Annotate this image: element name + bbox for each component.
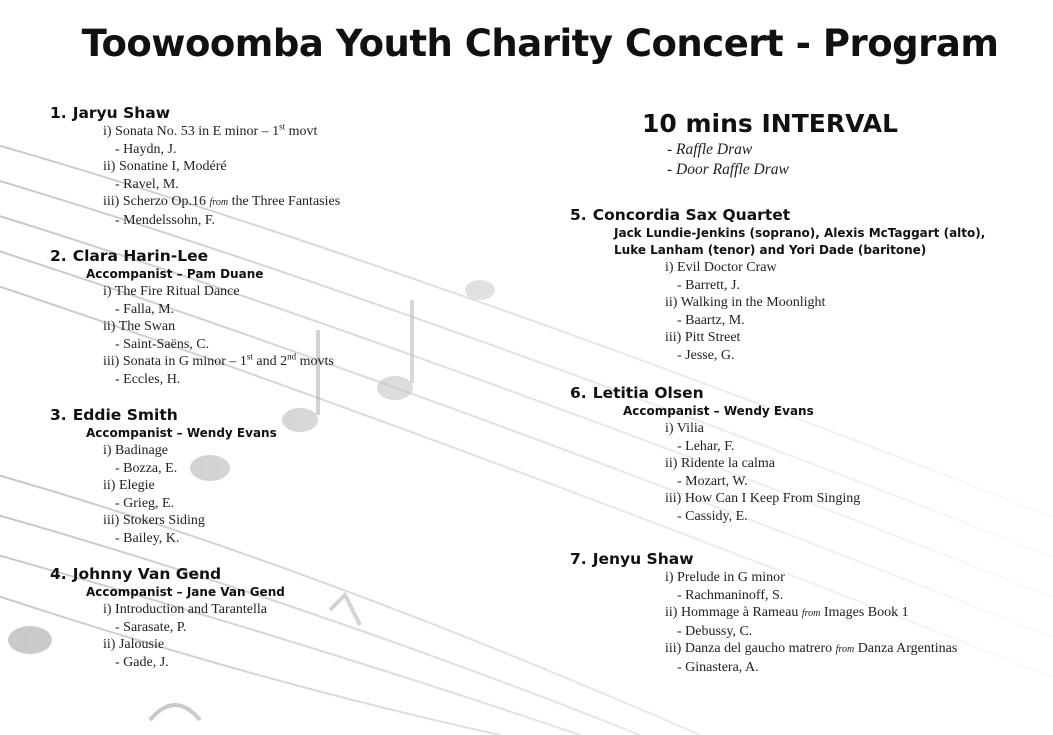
piece-title: [103, 442, 470, 460]
from-word: from: [801, 608, 821, 619]
interval-section: [570, 108, 1040, 180]
performer-name: [570, 549, 1040, 569]
performer-name-text: Eddie Smith: [72, 406, 178, 424]
piece-title-text: ii) Hommage à Rameau: [665, 605, 802, 620]
performer-block: [50, 103, 470, 229]
piece-title: [665, 569, 1040, 587]
composer-name: - Jesse, G.: [677, 347, 735, 363]
performer-name-text: Jenyu Shaw: [592, 550, 694, 568]
piece-title-text: and 2: [252, 354, 288, 369]
piece-title-text: i) Introduction and Tarantella: [103, 602, 267, 617]
piece-title: [103, 512, 470, 530]
piece-title-text: i) Sonata No. 53 in E minor – 1: [103, 124, 280, 139]
composer-name: - Lehar, F.: [677, 438, 735, 454]
performer-number: 3.: [50, 406, 67, 424]
piece-title: [103, 353, 470, 371]
piece-title-text: iii) How Can I Keep From Singing: [665, 491, 861, 506]
ordinal-suffix: nd: [287, 351, 297, 362]
performer-name: [570, 383, 1040, 403]
performer-block: [570, 383, 1040, 525]
composer-name: - Baartz, M.: [677, 312, 745, 328]
performer-name-text: Letitia Olsen: [592, 384, 704, 402]
composer-name: - Falla, M.: [115, 301, 175, 317]
piece-title-text: movt: [285, 124, 318, 139]
piece-title-text: ii) Walking in the Moonlight: [665, 295, 826, 310]
piece-title: [665, 490, 1040, 508]
piece-title: [103, 123, 470, 141]
piece-title-text: ii) Elegie: [103, 478, 155, 493]
composer-name: - Barrett, J.: [677, 277, 740, 293]
ensemble-members: Luke Lanham (tenor) and Yori Dade (baritone): [614, 243, 927, 257]
performer-block: [570, 549, 1040, 676]
piece-title-text: i) Prelude in G minor: [665, 570, 785, 585]
interval-title: 10 mins INTERVAL: [642, 109, 899, 138]
composer-name: - Grieg, E.: [115, 495, 175, 511]
piece-title: [103, 318, 470, 336]
performer-name: [50, 103, 470, 123]
page-title: Toowoomba Youth Charity Concert - Program: [81, 22, 999, 65]
piece-title-text: iii) Scherzo Op.16: [103, 194, 210, 209]
piece-title-text: Images Book 1: [820, 605, 909, 620]
performer-number: 6.: [570, 384, 587, 402]
composer-name: - Eccles, H.: [115, 371, 181, 387]
piece-title-text: i) Vilia: [665, 421, 704, 436]
piece-title-text: i) The Fire Ritual Dance: [103, 284, 240, 299]
piece-title-text: ii) Jalousie: [103, 637, 165, 652]
raffle-item: - Raffle Draw: [667, 141, 753, 158]
performer-block: [50, 246, 470, 388]
piece-title: [103, 636, 470, 654]
accompanist: Accompanist – Wendy Evans: [623, 404, 814, 418]
from-word: from: [835, 644, 855, 655]
ensemble-members: Jack Lundie-Jenkins (soprano), Alexis McTaggart (alto),: [614, 226, 986, 240]
composer-name: - Gade, J.: [115, 654, 169, 670]
composer-name: - Saint-Saëns, C.: [115, 336, 210, 352]
performer-name: [50, 405, 470, 425]
composer-name: - Sarasate, P.: [115, 619, 187, 635]
piece-title: [103, 601, 470, 619]
piece-title: [665, 329, 1040, 347]
performer-number: 4.: [50, 565, 67, 583]
raffle-item: - Door Raffle Draw: [667, 161, 789, 178]
performer-name: [50, 246, 470, 266]
ordinal-suffix: st: [246, 351, 253, 362]
performer-block: [50, 564, 470, 671]
composer-name: - Ravel, M.: [115, 176, 179, 192]
piece-title-text: ii) Ridente la calma: [665, 456, 776, 471]
performer-name-text: Clara Harin-Lee: [72, 247, 209, 265]
performer-block: [50, 405, 470, 547]
piece-title-text: iii) Danza del gaucho matrero: [665, 641, 836, 656]
piece-title-text: iii) Pitt Street: [665, 330, 741, 345]
piece-title: [103, 477, 470, 495]
composer-name: - Mendelssohn, F.: [115, 212, 215, 228]
performer-number: 5.: [570, 206, 587, 224]
performer-name: [50, 564, 470, 584]
accompanist: Accompanist – Wendy Evans: [86, 426, 277, 440]
accompanist: Accompanist – Pam Duane: [86, 267, 264, 281]
performer-name-text: Johnny Van Gend: [72, 565, 222, 583]
composer-name: - Mozart, W.: [677, 473, 748, 489]
performer-number: 2.: [50, 247, 67, 265]
right-column: [570, 108, 1040, 676]
ordinal-suffix: st: [279, 121, 286, 132]
piece-title-text: movts: [296, 354, 334, 369]
piece-title-text: the Three Fantasies: [228, 194, 341, 209]
piece-title: [103, 283, 470, 301]
piece-title-text: i) Evil Doctor Craw: [665, 260, 777, 275]
piece-title: [665, 294, 1040, 312]
composer-name: - Debussy, C.: [677, 623, 753, 639]
piece-title: [665, 640, 1040, 659]
composer-name: - Bailey, K.: [115, 530, 180, 546]
piece-title: [103, 158, 470, 176]
piece-title-text: ii) Sonatine I, Modéré: [103, 159, 227, 174]
accompanist: Accompanist – Jane Van Gend: [86, 585, 285, 599]
piece-title: [665, 259, 1040, 277]
piece-title: [665, 420, 1040, 438]
performer-block: [570, 205, 1040, 364]
performer-name: [570, 205, 1040, 225]
piece-title-text: i) Badinage: [103, 443, 168, 458]
performer-name-text: Jaryu Shaw: [72, 104, 171, 122]
piece-title-text: iii) Sonata in G minor – 1: [103, 354, 247, 369]
piece-title-text: Danza Argentinas: [854, 641, 958, 656]
piece-title: [665, 604, 1040, 623]
piece-title-text: ii) The Swan: [103, 319, 176, 334]
performer-name-text: Concordia Sax Quartet: [592, 206, 791, 224]
from-word: from: [209, 197, 229, 208]
piece-title: [103, 193, 470, 212]
left-column: [50, 103, 470, 671]
composer-name: - Cassidy, E.: [677, 508, 748, 524]
performer-number: 1.: [50, 104, 67, 122]
composer-name: - Rachmaninoff, S.: [677, 587, 784, 603]
composer-name: - Ginastera, A.: [677, 659, 759, 675]
piece-title: [665, 455, 1040, 473]
composer-name: - Bozza, E.: [115, 460, 178, 476]
composer-name: - Haydn, J.: [115, 141, 177, 157]
piece-title-text: iii) Stokers Siding: [103, 513, 205, 528]
performer-number: 7.: [570, 550, 587, 568]
